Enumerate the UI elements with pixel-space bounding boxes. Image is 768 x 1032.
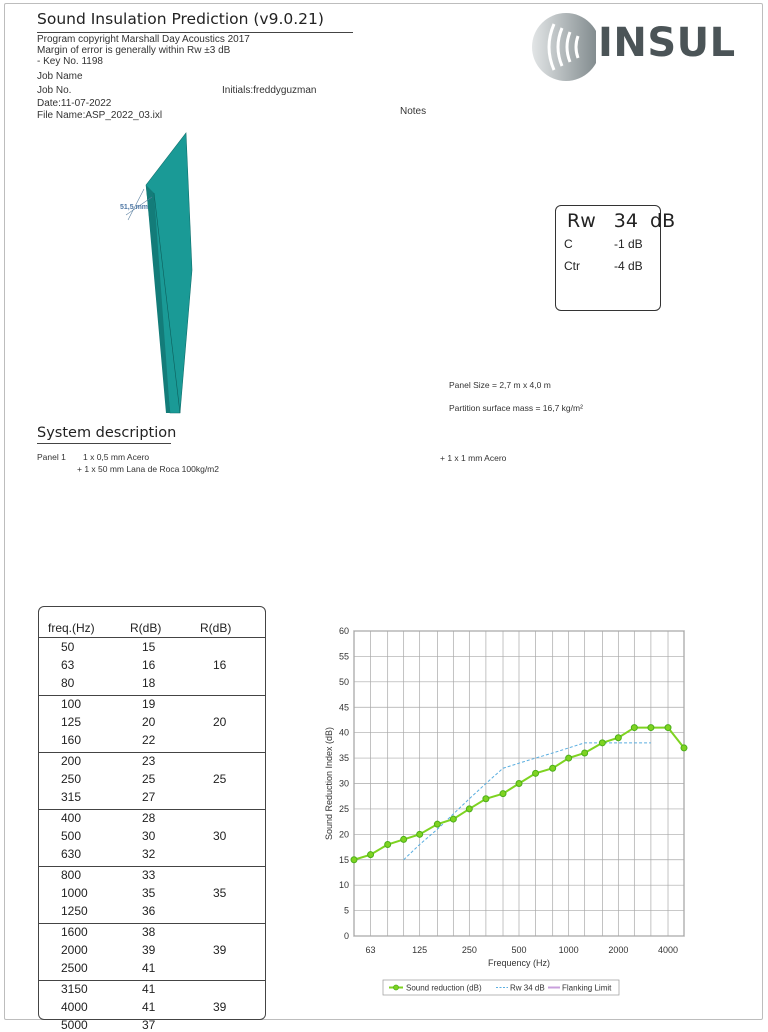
system-description-title: System description	[37, 425, 177, 441]
r-third-cell: 18	[142, 676, 156, 690]
rw-line	[567, 210, 675, 232]
x-tick-label: 250	[461, 945, 477, 955]
sound-reduction-point	[582, 750, 588, 756]
freq-cell: 1600	[61, 925, 88, 939]
freq-cell: 500	[61, 829, 82, 843]
sound-reduction-point	[648, 725, 654, 731]
header-rule	[39, 637, 265, 638]
rw-value: 34	[613, 210, 638, 232]
legend-flanking-label: Flanking Limit	[562, 983, 612, 993]
y-tick-label: 55	[338, 651, 349, 662]
r-third-cell: 15	[142, 640, 156, 654]
y-tick-label: 40	[338, 727, 349, 738]
r-third-cell: 16	[142, 658, 156, 672]
r-octave-cell: 30	[213, 829, 227, 843]
sound-reduction-point	[417, 831, 423, 837]
sound-reduction-point	[368, 852, 374, 858]
data-table	[38, 606, 266, 1032]
r-third-cell: 37	[142, 1018, 156, 1032]
notes-label: Notes	[400, 106, 427, 117]
sound-reduction-point	[566, 755, 572, 761]
freq-cell: 4000	[61, 1000, 88, 1014]
r-third-cell: 30	[142, 829, 156, 843]
y-tick-label: 50	[338, 676, 349, 687]
ctr-label: Ctr	[564, 259, 580, 273]
header-frequency: freq.(Hz)	[48, 621, 95, 635]
r-third-cell: 41	[142, 961, 156, 975]
copyright-line: Program copyright Marshall Day Acoustics 2017	[37, 34, 250, 45]
date-line: Date:11-07-2022	[37, 98, 112, 109]
x-tick-label: 2000	[608, 945, 629, 955]
r-octave-cell: 35	[213, 886, 227, 900]
sound-reduction-point	[450, 816, 456, 822]
y-axis-label: Sound Reduction Index (dB)	[324, 726, 334, 841]
panel-diagram	[100, 125, 210, 420]
group-rule	[39, 695, 265, 696]
r-third-cell: 27	[142, 790, 156, 804]
r-octave-cell: 39	[213, 943, 227, 957]
sound-reduction-point	[533, 770, 539, 776]
y-tick-label: 15	[338, 854, 349, 865]
sound-reduction-point	[434, 821, 440, 827]
r-octave-cell: 16	[213, 658, 227, 672]
sound-reduction-point	[385, 842, 391, 848]
r-third-cell: 22	[142, 733, 156, 747]
sound-reduction-point	[599, 740, 605, 746]
insul-logo-icon	[526, 10, 596, 84]
x-tick-label: 4000	[657, 945, 679, 955]
r-third-cell: 41	[142, 1000, 156, 1014]
y-tick-label: 0	[343, 931, 349, 941]
legend-sound-label: Sound reduction (dB)	[406, 983, 482, 993]
r-octave-cell: 25	[213, 772, 227, 786]
rw-unit: dB	[650, 210, 676, 232]
ctr-value: -4 dB	[614, 259, 643, 273]
r-third-cell: 39	[142, 943, 156, 957]
sound-reduction-point	[351, 857, 357, 863]
freq-cell: 100	[61, 697, 82, 711]
group-rule	[39, 866, 265, 867]
r-third-cell: 41	[142, 982, 156, 996]
freq-cell: 50	[61, 640, 75, 654]
layer-2: + 1 x 50 mm Lana de Roca 100kg/m2	[77, 464, 219, 474]
system-description-underline	[37, 443, 171, 444]
sound-reduction-point	[615, 735, 621, 741]
r-third-cell: 20	[142, 715, 156, 729]
y-tick-label: 30	[338, 778, 349, 789]
margin-line: Margin of error is generally within Rw ±3 dB	[37, 45, 231, 56]
group-rule	[39, 752, 265, 753]
sound-reduction-point	[681, 745, 687, 751]
r-third-cell: 19	[142, 697, 156, 711]
legend-sound-marker	[394, 985, 399, 990]
layer-1: 1 x 0,5 mm Acero	[83, 452, 150, 462]
sound-reduction-point	[466, 806, 472, 812]
freq-cell: 315	[61, 790, 82, 804]
sound-reduction-point	[550, 765, 556, 771]
r-third-cell: 32	[142, 847, 156, 861]
freq-cell: 800	[61, 868, 82, 882]
freq-cell: 1250	[61, 904, 88, 918]
freq-cell: 250	[61, 772, 82, 786]
header-r-octave: R(dB)	[200, 621, 232, 635]
key-line: - Key No. 1198	[37, 56, 103, 67]
freq-cell: 5000	[61, 1018, 88, 1032]
r-third-cell: 38	[142, 925, 156, 939]
job-name-line: Job Name	[37, 71, 83, 82]
group-rule	[39, 980, 265, 981]
y-tick-label: 60	[338, 626, 349, 636]
freq-cell: 63	[61, 658, 75, 672]
file-name-line: File Name:ASP_2022_03.ixl	[37, 110, 163, 121]
x-tick-label: 500	[511, 945, 527, 955]
legend-rw-label: Rw 34 dB	[510, 983, 545, 993]
r-third-cell: 28	[142, 811, 156, 825]
y-tick-label: 10	[338, 880, 349, 891]
y-tick-label: 45	[338, 702, 349, 713]
x-tick-label: 125	[412, 945, 428, 955]
dimension-label: 51,5 mm	[120, 204, 149, 211]
freq-cell: 80	[61, 676, 75, 690]
group-rule	[39, 809, 265, 810]
r-octave-cell: 20	[213, 715, 227, 729]
y-tick-label: 25	[338, 803, 349, 814]
page-title: Sound Insulation Prediction (v9.0.21)	[37, 10, 324, 28]
rw-label: Rw	[567, 210, 596, 232]
y-tick-label: 5	[343, 905, 349, 916]
x-tick-label: 63	[365, 945, 376, 955]
sound-reduction-point	[516, 781, 522, 787]
job-no-line: Job No.	[37, 85, 72, 96]
panel-shape	[146, 133, 192, 413]
group-rule	[39, 923, 265, 924]
layer-3: + 1 x 1 mm Acero	[440, 453, 507, 463]
r-third-cell: 36	[142, 904, 156, 918]
sound-reduction-chart	[320, 620, 690, 1005]
sound-reduction-point	[665, 725, 671, 731]
sound-reduction-point	[500, 791, 506, 797]
c-label: C	[564, 237, 573, 251]
logo-text: INSUL	[598, 20, 736, 66]
sound-reduction-point	[483, 796, 489, 802]
r-third-cell: 33	[142, 868, 156, 882]
sound-reduction-point	[631, 725, 637, 731]
x-tick-label: 1000	[558, 945, 579, 955]
freq-cell: 2000	[61, 943, 88, 957]
r-third-cell: 35	[142, 886, 156, 900]
freq-cell: 160	[61, 733, 82, 747]
freq-cell: 2500	[61, 961, 88, 975]
r-third-cell: 25	[142, 772, 156, 786]
title-underline	[37, 32, 353, 33]
y-tick-label: 35	[338, 753, 349, 764]
r-octave-cell: 39	[213, 1000, 227, 1014]
header-r-third: R(dB)	[130, 621, 162, 635]
freq-cell: 200	[61, 754, 82, 768]
freq-cell: 1000	[61, 886, 88, 900]
r-third-cell: 23	[142, 754, 156, 768]
freq-cell: 3150	[61, 982, 88, 996]
surface-mass: Partition surface mass = 16,7 kg/m²	[449, 403, 583, 413]
initials-line: Initials:freddyguzman	[222, 85, 317, 96]
panel-label: Panel 1	[37, 452, 66, 462]
x-axis-label: Frequency (Hz)	[487, 958, 551, 968]
panel-size: Panel Size = 2,7 m x 4,0 m	[449, 380, 551, 390]
sound-reduction-point	[401, 836, 407, 842]
freq-cell: 125	[61, 715, 82, 729]
rating-box	[555, 205, 676, 311]
y-tick-label: 20	[338, 829, 349, 840]
freq-cell: 400	[61, 811, 82, 825]
freq-cell: 630	[61, 847, 82, 861]
c-value: -1 dB	[614, 237, 643, 251]
